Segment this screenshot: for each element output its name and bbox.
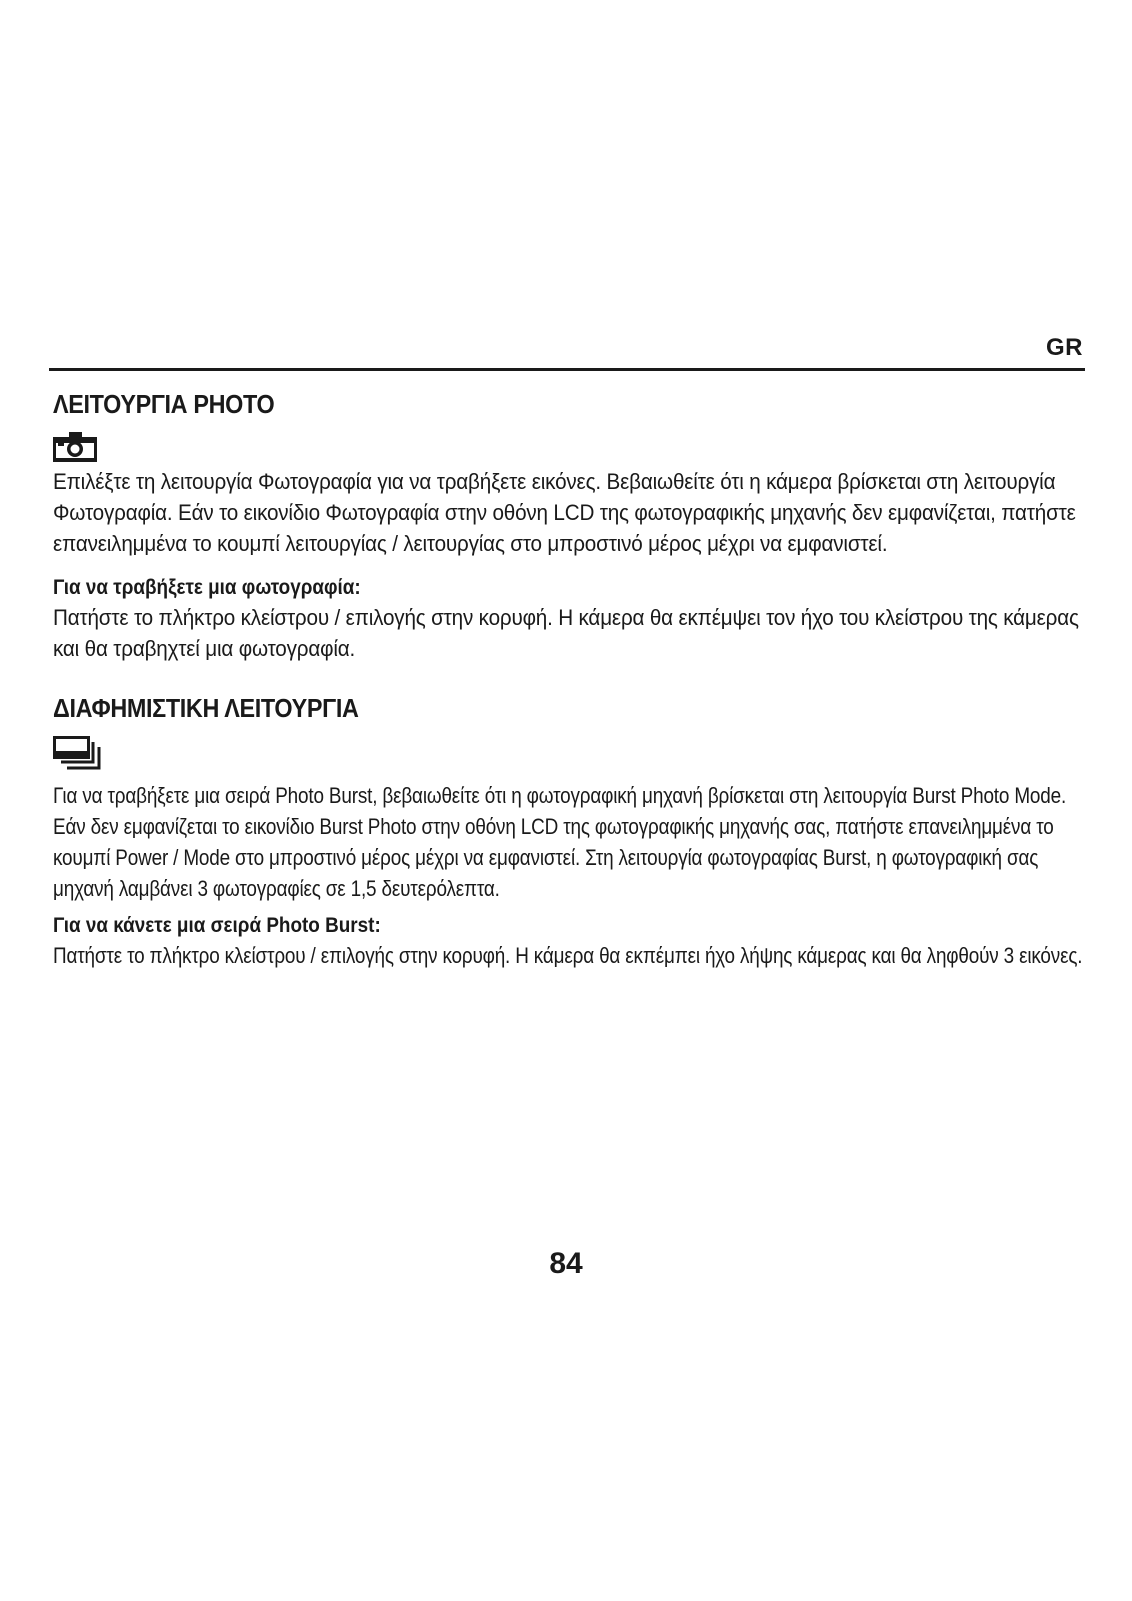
page-number: 84 (549, 1247, 583, 1280)
photo-mode-description: Επιλέξτε τη λειτουργία Φωτογραφία για να τραβήξετε εικόνες. Βεβαιωθείτε ότι η κάμερα βρίσκεται στη λειτουργία Φωτογραφία. Εάν το εικονίδιο Φωτογραφία στην οθόνη LCD της φωτογραφικής μηχανής δεν εμφανίζεται, πατήστε επανειλημμένα το κουμπί λειτουργίας / λειτουργίας στο μπροστινό μέρος μέχρι να εμφανιστεί. (53, 469, 1076, 556)
page-content (53, 388, 1093, 971)
burst-mode-section (53, 692, 1093, 971)
burst-mode-title: ΔΙΑΦΗΜΙΣΤΙΚΗ ΛΕΙΤΟΥΡΓΙΑ (53, 693, 359, 723)
burst-photos-icon (53, 736, 103, 770)
language-tag: GR (1046, 334, 1083, 361)
burst-mode-subheading: Για να κάνετε μια σειρά Photo Burst: (53, 914, 381, 937)
header-divider (49, 368, 1085, 371)
photo-mode-instructions: Πατήστε το πλήκτρο κλείστρου / επιλογής στην κορυφή. Η κάμερα θα εκπέμψει τον ήχο του κλείστρου της κάμερας και θα τραβηχτεί μια φωτογραφία. (53, 605, 1079, 661)
photo-mode-title: ΛΕΙΤΟΥΡΓΙΑ PHOTO (53, 389, 275, 419)
camera-icon (53, 432, 97, 462)
photo-mode-subheading: Για να τραβήξετε μια φωτογραφία: (53, 576, 361, 599)
burst-mode-instructions: Πατήστε το πλήκτρο κλείστρου / επιλογής στην κορυφή. Η κάμερα θα εκπέμπει ήχο λήψης κάμερας και θα ληφθούν 3 εικόνες. (53, 943, 1083, 968)
photo-mode-section (53, 388, 1093, 664)
burst-mode-description: Για να τραβήξετε μια σειρά Photo Burst, βεβαιωθείτε ότι η φωτογραφική μηχανή βρίσκεται στη λειτουργία Burst Photo Mode. Εάν δεν εμφανίζεται το εικονίδιο Burst Photo στην οθόνη LCD της φωτογραφικής μηχανής σας, πατήστε επανειλημμένα το κουμπί Power / Mode στο μπροστινό μέρος μέχρι να εμφανιστεί. Στη λειτουργία φωτογραφίας Burst, η φωτογραφική σας μηχανή λαμβάνει 3 φωτογραφίες σε 1,5 δευτερόλεπτα. (53, 783, 1067, 901)
